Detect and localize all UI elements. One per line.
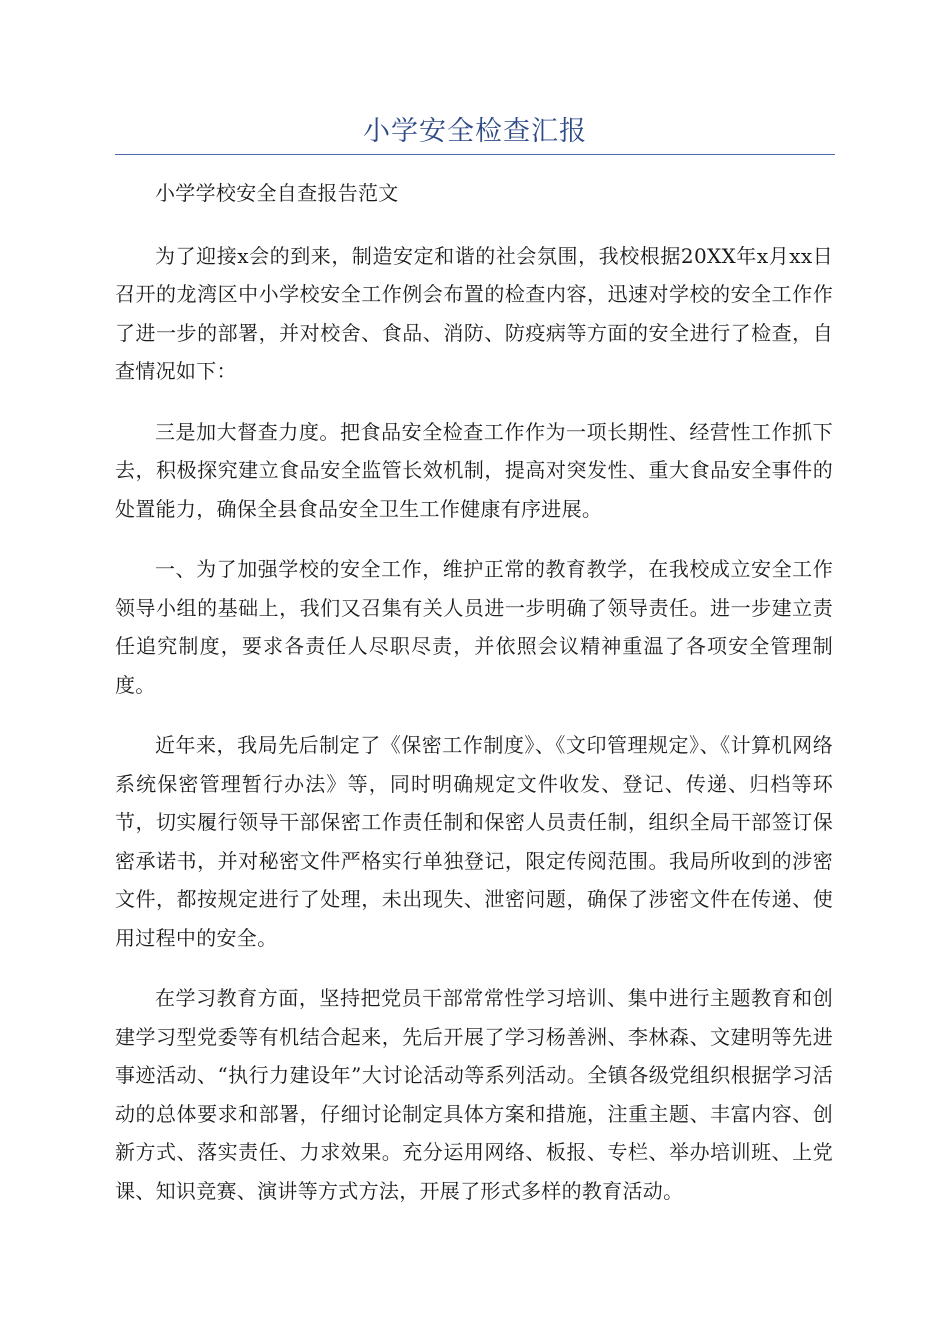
paragraph-5: 在学习教育方面，坚持把党员干部常常性学习培训、集中进行主题教育和创建学习型党委等有机结合起来，先后开展了学习杨善洲、李林森、文建明等先进事迹活动、“执行力建设年”大讨论活动等系列活动。全镇各级党组织根据学习活动的总体要求和部署，仔细讨论制定具体方案和措施，注重主题、丰富内容、创新方式、落实责任、力求效果。充分运用网络、板报、专栏、举办培训班、上党课、知识竞赛、演讲等方式方法，开展了形式多样的教育活动。: [115, 986, 833, 1203]
paragraph-4: 近年来，我局先后制定了《保密工作制度》、《文印管理规定》、《计算机网络系统保密管理暂行办法》等，同时明确规定文件收发、登记、传递、归档等环节，切实履行领导干部保密工作责任制和保密人员责任制，组织全局干部签订保密承诺书，并对秘密文件严格实行单独登记，限定传阅范围。我局所收到的涉密文件，都按规定进行了处理，未出现失、泄密问题，确保了涉密文件在传递、使用过程中的安全。: [115, 733, 833, 950]
title-underline: [115, 154, 835, 155]
paragraph-2: 三是加大督查力度。把食品安全检查工作作为一项长期性、经营性工作抓下去，积极探究建立食品安全监管长效机制，提高对突发性、重大食品安全事件的处置能力，确保全县食品安全卫生工作健康有序进展。: [115, 419, 833, 521]
paragraph-3: 一、为了加强学校的安全工作，维护正常的教育教学，在我校成立安全工作领导小组的基础上，我们又召集有关人员进一步明确了领导责任。进一步建立责任追究制度，要求各责任人尽职尽责，并依照会议精神重温了各项安全管理制度。: [115, 557, 833, 697]
document-subtitle: 小学学校安全自查报告范文: [155, 181, 399, 205]
document-title: 小学安全检查汇报: [363, 116, 587, 147]
document-body: [115, 174, 833, 1232]
paragraph-1: 为了迎接x会的到来，制造安定和谐的社会氛围，我校根据20XX年x月xx日召开的龙湾区中小学校安全工作例会布置的检查内容，迅速对学校的安全工作作了进一步的部署，并对校舍、食品、消防、防疫病等方面的安全进行了检查，自查情况如下：: [115, 243, 833, 383]
